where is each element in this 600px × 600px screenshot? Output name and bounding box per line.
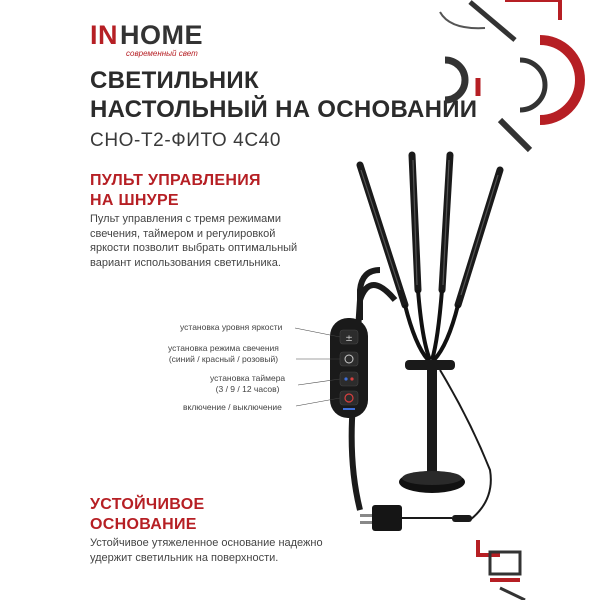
section-remote-heading-line-1: ПУЛЬТ УПРАВЛЕНИЯ [90, 172, 261, 189]
section-remote-text-line: свечения, таймером и регулировкой [90, 227, 276, 240]
model-code: СНО-Т2-ФИТО 4С40 [90, 130, 281, 151]
section-remote-text-line: яркости позволит выбрать оптимальный [90, 242, 298, 254]
svg-text:±: ± [345, 334, 353, 344]
callout-mode [168, 343, 279, 365]
section-base-text-line: Устойчивое утяжеленное основание надежно [90, 537, 323, 549]
decor-bottom-right [478, 540, 525, 600]
callout-timer [210, 373, 285, 395]
section-remote-text-line: Пульт управления с тремя режимами [90, 213, 282, 225]
section-remote-heading-line-2: НА ШНУРЕ [90, 192, 179, 209]
callout-mode-line-2: (синий / красный / розовый) [168, 354, 279, 364]
logo-tagline: современный свет [126, 49, 198, 58]
section-base-text-line: удержит светильник на поверхности. [90, 551, 279, 564]
section-base-heading-line-1: УСТОЙЧИВОЕ [90, 496, 205, 513]
section-base-heading-line-2: ОСНОВАНИЕ [90, 516, 197, 533]
callout-timer-line-2: (3 / 9 / 12 часов) [215, 384, 280, 394]
decor-top-right [440, 0, 580, 150]
logo-in: IN [90, 20, 118, 50]
callout-brightness: установка уровня яркости [180, 322, 283, 332]
logo-home: HOME [120, 20, 203, 50]
title-line-1: СВЕТИЛЬНИК [90, 67, 259, 94]
callout-power: включение / выключение [183, 402, 282, 412]
lamp-heads [360, 155, 500, 305]
callout-timer-line-1: установка таймера [210, 373, 286, 383]
callout-mode-line-1: установка режима свечения [168, 343, 279, 353]
title-line-2: НАСТОЛЬНЫЙ НА ОСНОВАНИИ [90, 96, 478, 123]
section-remote-text-line: вариант использования светильника. [90, 256, 281, 269]
